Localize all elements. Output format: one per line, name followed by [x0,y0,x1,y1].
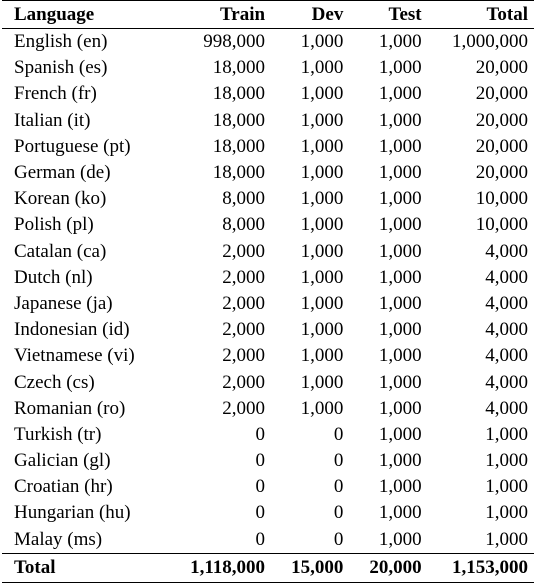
cell-language: Galician (gl) [14,450,111,472]
cell-total: 20,000 [475,83,528,105]
cell-language: Japanese (ja) [14,292,113,314]
header-total: Total [486,3,528,25]
cell-test: 1,000 [378,214,422,236]
cell-dev: 1,000 [300,109,344,131]
cell-language: Polish (pl) [14,214,94,236]
cell-language: Korean (ko) [14,188,107,210]
cell-test: 1,000 [378,31,422,53]
cell-dev: 0 [333,502,344,524]
language-split-table [2,0,534,583]
cell-train: 18,000 [212,135,266,157]
cell-total: 1,000 [485,476,528,498]
cell-total: 1,000 [485,528,528,550]
cell-test: 1,000 [378,423,422,445]
cell-language: French (fr) [14,83,97,105]
table-row [2,291,534,317]
cell-dev: 0 [333,423,344,445]
cell-test: 1,000 [378,345,422,367]
cell-total: 4,000 [485,397,528,419]
cell-train: 2,000 [222,266,266,288]
cell-total: 1,000,000 [452,31,528,53]
cell-test: 1,000 [378,476,422,498]
cell-train: 0 [255,476,266,498]
cell-dev: 0 [333,450,344,472]
table-row [2,527,534,554]
cell-train: 18,000 [212,57,266,79]
cell-test: 1,000 [378,135,422,157]
cell-total: 4,000 [485,266,528,288]
table-body [2,29,534,554]
table-row [2,134,534,160]
table-row [2,186,534,212]
table-row [2,317,534,343]
cell-test: 1,000 [378,162,422,184]
cell-train: 2,000 [222,371,266,393]
cell-total: 4,000 [485,371,528,393]
cell-dev: 1,000 [300,214,344,236]
cell-total: 20,000 [475,57,528,79]
table-row [2,369,534,395]
table-row [2,396,534,422]
total-row [2,553,534,582]
cell-test: 1,000 [378,57,422,79]
header-train: Train [220,3,266,25]
table-row [2,212,534,238]
cell-train: 2,000 [222,240,266,262]
cell-total: 4,000 [485,345,528,367]
table-row [2,343,534,369]
cell-test: 1,000 [378,83,422,105]
cell-dev: 0 [333,476,344,498]
cell-language: Portuguese (pt) [14,135,131,157]
cell-total: 4,000 [485,240,528,262]
cell-dev: 1,000 [300,31,344,53]
cell-dev: 1,000 [300,397,344,419]
cell-language: Dutch (nl) [14,266,93,288]
cell-test: 1,000 [378,266,422,288]
cell-total: 20,000 [475,162,528,184]
cell-total: 1,000 [485,502,528,524]
cell-train: 0 [255,423,266,445]
cell-train: 0 [255,528,266,550]
cell-test: 1,000 [378,450,422,472]
cell-language: Vietnamese (vi) [14,345,135,367]
cell-language: Italian (it) [14,109,91,131]
header-language: Language [14,3,95,25]
cell-total: 4,000 [485,292,528,314]
cell-dev: 1,000 [300,83,344,105]
cell-test: 1,000 [378,502,422,524]
total-label: Total [14,556,56,578]
cell-dev: 1,000 [300,162,344,184]
cell-dev: 0 [333,528,344,550]
cell-train: 998,000 [203,31,266,53]
cell-train: 2,000 [222,319,266,341]
cell-test: 1,000 [378,371,422,393]
table-row [2,448,534,474]
cell-language: Spanish (es) [14,57,108,79]
cell-test: 1,000 [378,397,422,419]
cell-train: 8,000 [222,188,266,210]
cell-test: 1,000 [378,240,422,262]
cell-test: 1,000 [378,319,422,341]
table-row [2,265,534,291]
cell-test: 1,000 [378,109,422,131]
table-row [2,29,534,56]
cell-total: 1,000 [485,423,528,445]
cell-language: Czech (cs) [14,371,95,393]
table-row [2,474,534,500]
cell-language: Hungarian (hu) [14,502,131,524]
header-dev: Dev [311,3,344,25]
cell-language: Romanian (ro) [14,397,126,419]
table-row [2,55,534,81]
cell-train: 18,000 [212,109,266,131]
header-row [2,1,534,29]
cell-test: 1,000 [378,528,422,550]
table-row [2,81,534,107]
total-dev: 15,000 [291,556,344,578]
cell-dev: 1,000 [300,57,344,79]
cell-total: 20,000 [475,135,528,157]
cell-train: 2,000 [222,292,266,314]
table-row [2,422,534,448]
cell-total: 10,000 [475,188,528,210]
cell-total: 10,000 [475,214,528,236]
cell-total: 1,000 [485,450,528,472]
cell-train: 8,000 [222,214,266,236]
cell-language: English (en) [14,31,108,53]
cell-dev: 1,000 [300,266,344,288]
cell-language: Croatian (hr) [14,476,113,498]
cell-dev: 1,000 [300,292,344,314]
cell-train: 0 [255,502,266,524]
cell-language: Indonesian (id) [14,319,130,341]
cell-train: 18,000 [212,162,266,184]
cell-train: 18,000 [212,83,266,105]
cell-total: 20,000 [475,109,528,131]
cell-language: German (de) [14,162,111,184]
cell-train: 2,000 [222,397,266,419]
cell-language: Turkish (tr) [14,423,102,445]
cell-total: 4,000 [485,319,528,341]
total-test: 20,000 [369,556,422,578]
total-total: 1,153,000 [452,556,528,578]
cell-train: 2,000 [222,345,266,367]
table-row [2,239,534,265]
cell-language: Catalan (ca) [14,240,107,262]
total-train: 1,118,000 [190,556,266,578]
cell-dev: 1,000 [300,240,344,262]
cell-train: 0 [255,450,266,472]
table-row [2,500,534,526]
cell-dev: 1,000 [300,371,344,393]
cell-dev: 1,000 [300,345,344,367]
cell-dev: 1,000 [300,319,344,341]
table-row [2,108,534,134]
header-test: Test [388,3,422,25]
cell-test: 1,000 [378,292,422,314]
cell-test: 1,000 [378,188,422,210]
cell-language: Malay (ms) [14,528,103,550]
table-row [2,160,534,186]
cell-dev: 1,000 [300,188,344,210]
cell-dev: 1,000 [300,135,344,157]
